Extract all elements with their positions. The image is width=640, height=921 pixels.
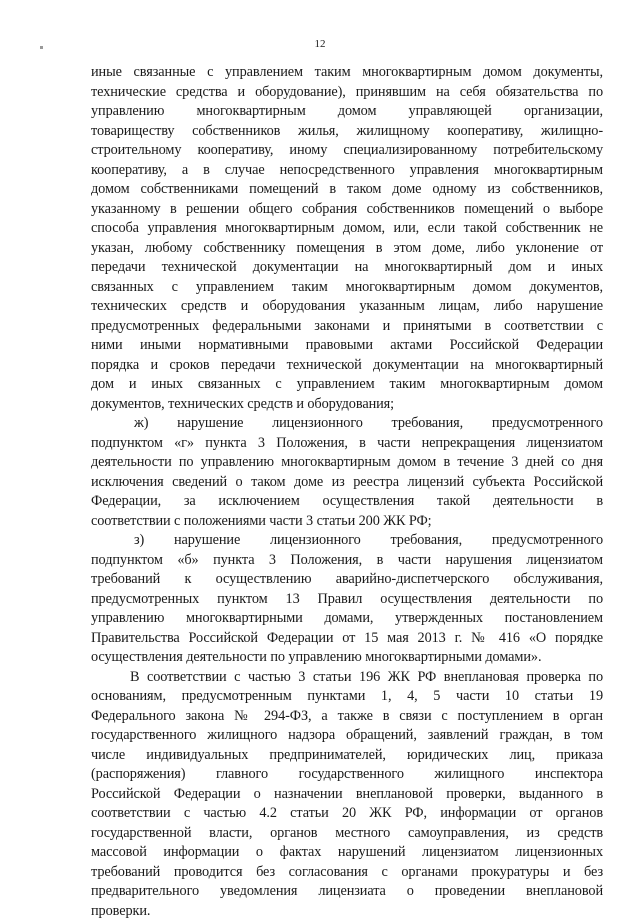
text-line: Федерации, за исключением осуществления такой деятельности в [91, 492, 603, 512]
text-line: В соответствии с частью 3 статьи 196 ЖК РФ внеплановая проверка по [91, 668, 603, 688]
text-line: числе индивидуальных предпринимателей, юридических лиц, приказа [91, 746, 603, 766]
text-line: управлению многоквартирными домами, утвержденных постановлением [91, 609, 603, 629]
text-line: основаниям, предусмотренным пунктами 1, 4, 5 части 10 статьи 19 [91, 687, 603, 707]
text-line: подпунктом «б» пункта 3 Положения, в части нарушения лицензиатом [91, 551, 603, 571]
text-line: предусмотренных пунктом 13 Правил осуществления деятельности по [91, 590, 603, 610]
text-line: Российской Федерации о назначении внеплановой проверки, выданного в [91, 785, 603, 805]
text-line: требований к осуществлению аварийно-диспетчерского обслуживания, [91, 570, 603, 590]
text-line: деятельности по управлению многоквартирным домом в течение 3 дней со дня [91, 453, 603, 473]
text-line: указан, любому собственнику помещения в этом доме, либо уклонение от [91, 239, 603, 259]
text-line: требований проводится без согласования с органами прокуратуры и без [91, 863, 603, 883]
text-line: подпунктом «г» пункта 3 Положения, в части непрекращения лицензиатом [91, 434, 603, 454]
text-line: дом и иных связанных с управлением таким многоквартирным домом [91, 375, 603, 395]
text-line: иные связанные с управлением таким многоквартирным домом документы, [91, 63, 603, 83]
text-line: управлению многоквартирным домом управляющей организации, [91, 102, 603, 122]
text-line: соответствии с положениями части 3 статьи 200 ЖК РФ; [91, 512, 603, 532]
text-line: ж) нарушение лицензионного требования, предусмотренного [91, 414, 603, 434]
text-line: исключения сведений о таком доме из реестра лицензий субъекта Российской [91, 473, 603, 493]
text-line: способа управления многоквартирным домом, или, если такой собственник не [91, 219, 603, 239]
text-line: (распоряжения) главного государственного жилищного инспектора [91, 765, 603, 785]
body-text [91, 63, 603, 921]
page-number: 12 [0, 38, 640, 50]
text-line: соответствии с частью 4.2 статьи 20 ЖК РФ, информации от органов [91, 804, 603, 824]
text-line: товариществу собственников жилья, жилищному кооперативу, жилищно- [91, 122, 603, 142]
text-line: массовой информации о фактах нарушений лицензиатом лицензионных [91, 843, 603, 863]
text-line: осуществления деятельности по управлению многоквартирными домами». [91, 648, 603, 668]
text-line: технических средств и оборудования указанным лицам, либо нарушение [91, 297, 603, 317]
text-line: государственной власти, органов местного самоуправления, из средств [91, 824, 603, 844]
text-line: проверки. [91, 902, 603, 921]
text-line: предварительного уведомления лицензиата о проведении внеплановой [91, 882, 603, 902]
text-line: ними иными нормативными правовыми актами Российской Федерации [91, 336, 603, 356]
text-line: кооперативу, а в случае непосредственного управления многоквартирным [91, 161, 603, 181]
text-line: технические средства и оборудование), принявшим на себя обязательства по [91, 83, 603, 103]
text-line: связанных с управлением таким многоквартирным домом документов, [91, 278, 603, 298]
text-line: предусмотренных федеральными законами и принятыми в соответствии с [91, 317, 603, 337]
text-line: документов, технических средств и оборудования; [91, 395, 603, 415]
text-line: государственного жилищного надзора обращений, заявлений граждан, в том [91, 726, 603, 746]
text-line: указанному в решении общего собрания собственников помещений о выборе [91, 200, 603, 220]
text-line: Федерального закона № 294-ФЗ, а также в связи с поступлением в орган [91, 707, 603, 727]
text-line: домом собственниками помещений в таком доме одному из собственников, [91, 180, 603, 200]
text-line: Правительства Российской Федерации от 15 мая 2013 г. № 416 «О порядке [91, 629, 603, 649]
text-line: передачи технической документации на многоквартирный дом и иных [91, 258, 603, 278]
text-line: строительному кооперативу, иному специализированному потребительскому [91, 141, 603, 161]
text-line: порядка и сроков передачи технической документации на многоквартирный [91, 356, 603, 376]
text-line: з) нарушение лицензионного требования, предусмотренного [91, 531, 603, 551]
